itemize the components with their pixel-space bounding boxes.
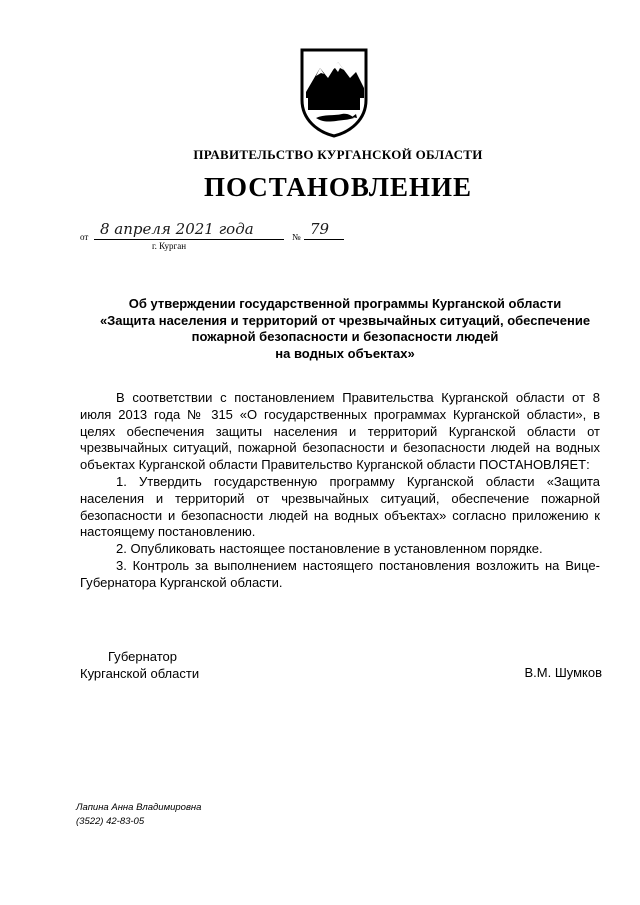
number-label: № (292, 232, 301, 242)
executor-name: Лапина Анна Владимировна (76, 802, 202, 813)
subject-line: пожарной безопасности и безопасности людей (191, 329, 499, 344)
handwritten-number: 79 (310, 220, 330, 238)
document-type-title: ПОСТАНОВЛЕНИЕ (203, 172, 473, 202)
date-from-label: от (80, 232, 89, 242)
executor-info (76, 801, 201, 829)
body-paragraph: 2. Опубликовать настоящее постановление в установленном порядке. (116, 541, 543, 557)
body-paragraph: 1. Утвердить государственную программу Курганской области «Защита населения и территорий от чрезвычайных ситуаций, обеспечение пожарной безопасности и безопасности людей на водных объектах» согласно приложению к настоящему постановлению. (80, 473, 600, 540)
signatory-title-line1: Губернатор (108, 649, 177, 664)
subject-line: на водных объектах» (275, 345, 415, 361)
signatory-title (80, 648, 199, 682)
body-paragraph: В соответствии с постановлением Правительства Курганской области от 8 июля 2013 года № 315 «О государственных программах Курганской области», в целях обеспечения защиты населения и территорий Курганской области от чрезвычайных ситуаций, пожарной безопасности и безопасности людей на водных объектах Курганской области Правительство Курганской области ПОСТАНОВЛЯЕТ: (80, 390, 600, 473)
date-underline (94, 239, 284, 240)
date-number-line (80, 221, 360, 265)
number-underline (304, 239, 344, 240)
executor-phone: (3522) 42-83-05 (76, 816, 145, 827)
subject-line: Об утверждении государственной программы Курганской области (128, 296, 562, 311)
handwritten-date: 8 апреля 2021 года (100, 220, 254, 238)
document-body (80, 390, 600, 592)
coat-of-arms-icon (298, 48, 370, 138)
signatory-name: В.М. Шумков (524, 665, 602, 680)
city-label: г. Курган (152, 241, 187, 251)
government-name: ПРАВИТЕЛЬСТВО КУРГАНСКОЙ ОБЛАСТИ (193, 147, 483, 162)
subject-line: «Защита населения и территорий от чрезвычайных ситуаций, обеспечение (99, 312, 591, 328)
signatory-title-line2: Курганской области (80, 666, 200, 681)
document-subject (80, 296, 610, 362)
body-paragraph: 3. Контроль за выполнением настоящего постановления возложить на Вице-Губернатора Курганской области. (80, 557, 600, 590)
